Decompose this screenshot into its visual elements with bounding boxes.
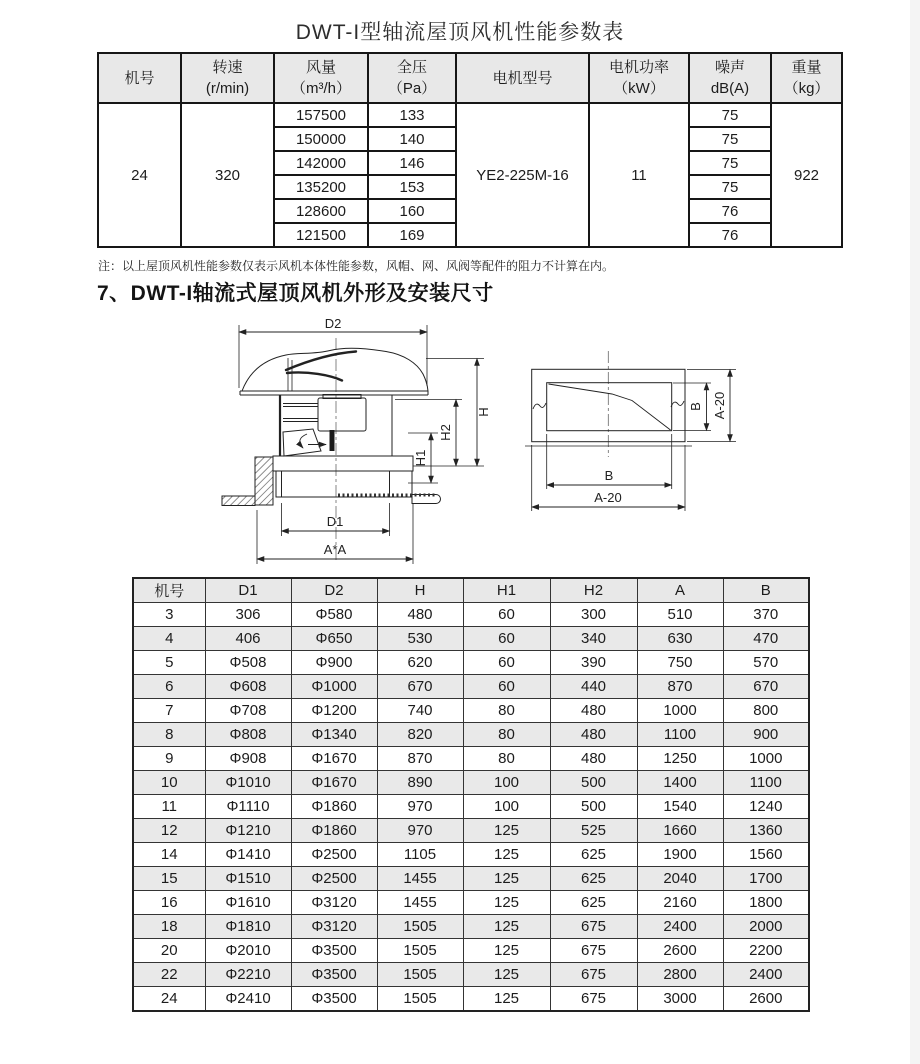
perf-column-header: 机号 — [98, 53, 181, 103]
dim-cell: 625 — [550, 891, 637, 915]
table-header-row — [98, 53, 842, 103]
dim-cell: Φ908 — [205, 747, 291, 771]
dim-cell: Φ3120 — [291, 915, 377, 939]
dim-cell: 1105 — [377, 843, 463, 867]
perf-column-header: 电机型号 — [456, 53, 589, 103]
dim-cell: 1505 — [377, 987, 463, 1012]
dim-column-header: B — [723, 578, 809, 603]
dim-cell: 510 — [637, 603, 723, 627]
dim-cell: 60 — [463, 603, 550, 627]
dim-cell: 80 — [463, 723, 550, 747]
section-heading: 7、DWT-I轴流式屋顶风机外形及安装尺寸 — [97, 282, 494, 305]
dim-label-h1: H1 — [413, 449, 428, 467]
dim-cell: 2200 — [723, 939, 809, 963]
table-row — [133, 963, 809, 987]
dim-cell: 750 — [637, 651, 723, 675]
plan-diagonal-line — [549, 384, 671, 430]
dim-cell: 970 — [377, 795, 463, 819]
dim-cell: Φ1670 — [291, 771, 377, 795]
dim-cell: 1400 — [637, 771, 723, 795]
dim-cell: 24 — [133, 987, 205, 1012]
perf-cell-noise: 75 — [689, 103, 771, 127]
dim-cell: 1505 — [377, 963, 463, 987]
dim-cell: 1240 — [723, 795, 809, 819]
dim-cell: Φ650 — [291, 627, 377, 651]
table-row — [133, 939, 809, 963]
perf-column-header: 电机功率 （kW） — [589, 53, 689, 103]
dim-column-header: H — [377, 578, 463, 603]
dim-cell: 125 — [463, 987, 550, 1012]
table-row — [133, 747, 809, 771]
dim-cell: 470 — [723, 627, 809, 651]
table-header-row — [133, 578, 809, 603]
perf-cell-noise: 76 — [689, 223, 771, 247]
dim-cell: 2600 — [637, 939, 723, 963]
dim-cell: 1100 — [637, 723, 723, 747]
dim-cell: 1540 — [637, 795, 723, 819]
dim-cell: Φ1670 — [291, 747, 377, 771]
dim-column-header: H2 — [550, 578, 637, 603]
dim-cell: 2600 — [723, 987, 809, 1012]
dim-cell: Φ1200 — [291, 699, 377, 723]
dim-cell: 125 — [463, 939, 550, 963]
dim-cell: 675 — [550, 939, 637, 963]
dim-cell: 1800 — [723, 891, 809, 915]
dim-column-header: A — [637, 578, 723, 603]
dim-cell: 15 — [133, 867, 205, 891]
shaft-hub — [330, 430, 335, 451]
dim-cell: 100 — [463, 795, 550, 819]
dim-cell: 675 — [550, 963, 637, 987]
dim-cell: 740 — [377, 699, 463, 723]
perf-cell-model: 24 — [98, 103, 181, 247]
perf-cell-noise: 75 — [689, 151, 771, 175]
perf-cell-noise: 75 — [689, 127, 771, 151]
dim-cell: Φ580 — [291, 603, 377, 627]
dim-cell: 1360 — [723, 819, 809, 843]
dim-cell: 5 — [133, 651, 205, 675]
dim-cell: Φ1410 — [205, 843, 291, 867]
perf-cell-airflow: 142000 — [274, 151, 368, 175]
dim-label-b-bottom: B — [604, 468, 614, 483]
dim-cell: 800 — [723, 699, 809, 723]
dim-cell: 890 — [377, 771, 463, 795]
dim-cell: 4 — [133, 627, 205, 651]
dim-cell: 530 — [377, 627, 463, 651]
dim-cell: 20 — [133, 939, 205, 963]
perf-cell-airflow: 121500 — [274, 223, 368, 247]
dim-cell: 480 — [377, 603, 463, 627]
perf-cell-airflow: 135200 — [274, 175, 368, 199]
dim-cell: 500 — [550, 771, 637, 795]
dim-cell: 1100 — [723, 771, 809, 795]
dim-cell: 125 — [463, 963, 550, 987]
dim-cell: 2040 — [637, 867, 723, 891]
dim-cell: 620 — [377, 651, 463, 675]
dim-cell: 125 — [463, 843, 550, 867]
perf-cell-motor-model: YE2-225M-16 — [456, 103, 589, 247]
plan-view-dimensions — [532, 370, 736, 512]
table-row — [133, 651, 809, 675]
dim-cell: 60 — [463, 627, 550, 651]
dim-cell: 480 — [550, 747, 637, 771]
perf-cell-noise: 76 — [689, 199, 771, 223]
dim-cell: 11 — [133, 795, 205, 819]
dim-cell: Φ1860 — [291, 819, 377, 843]
dim-cell: 2400 — [637, 915, 723, 939]
dim-cell: Φ3500 — [291, 963, 377, 987]
fan-plan-view — [525, 351, 692, 457]
dim-cell: 820 — [377, 723, 463, 747]
dim-label-h2: H2 — [438, 424, 453, 441]
dim-cell: Φ708 — [205, 699, 291, 723]
dim-cell: 670 — [723, 675, 809, 699]
dim-cell: 1560 — [723, 843, 809, 867]
dim-cell: 3 — [133, 603, 205, 627]
dim-cell: 306 — [205, 603, 291, 627]
dim-cell: 1455 — [377, 891, 463, 915]
dim-cell: 900 — [723, 723, 809, 747]
perf-cell-pressure: 169 — [368, 223, 456, 247]
dim-cell: Φ2500 — [291, 843, 377, 867]
dim-cell: 8 — [133, 723, 205, 747]
dim-cell: Φ3500 — [291, 987, 377, 1012]
perf-cell-weight: 922 — [771, 103, 842, 247]
dim-label-a20-bottom: A-20 — [594, 490, 622, 505]
dim-cell: Φ1340 — [291, 723, 377, 747]
dim-cell: Φ3500 — [291, 939, 377, 963]
dim-column-header: D2 — [291, 578, 377, 603]
dim-column-header: D1 — [205, 578, 291, 603]
dim-cell: 9 — [133, 747, 205, 771]
dim-cell: 1000 — [637, 699, 723, 723]
dim-cell: 1700 — [723, 867, 809, 891]
perf-cell-power: 11 — [589, 103, 689, 247]
dim-cell: 12 — [133, 819, 205, 843]
perf-column-header: 全压 （Pa） — [368, 53, 456, 103]
dim-cell: 675 — [550, 915, 637, 939]
table-row — [133, 723, 809, 747]
dim-cell: 2800 — [637, 963, 723, 987]
dim-cell: 440 — [550, 675, 637, 699]
dim-cell: 2400 — [723, 963, 809, 987]
dim-cell: Φ1000 — [291, 675, 377, 699]
dim-cell: 1250 — [637, 747, 723, 771]
table-row — [133, 675, 809, 699]
dim-cell: 125 — [463, 915, 550, 939]
table-row — [98, 103, 842, 127]
dim-cell: 60 — [463, 651, 550, 675]
side-view-dimensions — [239, 325, 484, 564]
roof-hatched-column — [255, 457, 273, 505]
table-row — [133, 699, 809, 723]
dim-cell: 525 — [550, 819, 637, 843]
dim-cell: 100 — [463, 771, 550, 795]
dim-cell: Φ1610 — [205, 891, 291, 915]
performance-table — [97, 52, 843, 248]
fan-blade-curve — [287, 372, 342, 380]
dim-cell: 18 — [133, 915, 205, 939]
dim-cell: 1455 — [377, 867, 463, 891]
dim-cell: 6 — [133, 675, 205, 699]
dimensions-table — [132, 577, 810, 1012]
dim-cell: 625 — [550, 867, 637, 891]
dim-cell: Φ1810 — [205, 915, 291, 939]
perf-cell-airflow: 157500 — [274, 103, 368, 127]
table-row — [133, 627, 809, 651]
dimensions-table-body — [133, 603, 809, 1012]
dim-label-axa: A*A — [323, 542, 347, 557]
dim-cell: Φ1210 — [205, 819, 291, 843]
dim-label-d2: D2 — [324, 318, 342, 331]
perf-cell-speed: 320 — [181, 103, 274, 247]
dim-cell: 675 — [550, 987, 637, 1012]
dim-cell: 125 — [463, 867, 550, 891]
table-row — [133, 867, 809, 891]
dim-cell: 340 — [550, 627, 637, 651]
dim-cell: 406 — [205, 627, 291, 651]
table-row — [133, 819, 809, 843]
dim-cell: Φ608 — [205, 675, 291, 699]
perf-cell-pressure: 153 — [368, 175, 456, 199]
performance-table-head — [98, 53, 842, 103]
dim-cell: 970 — [377, 819, 463, 843]
dim-cell: 22 — [133, 963, 205, 987]
left-roof-flange — [222, 496, 255, 506]
table-row — [133, 891, 809, 915]
dim-cell: Φ508 — [205, 651, 291, 675]
installation-dimension-drawing — [0, 318, 920, 572]
perf-cell-noise: 75 — [689, 175, 771, 199]
perf-cell-pressure: 140 — [368, 127, 456, 151]
dim-cell: 670 — [377, 675, 463, 699]
dim-cell: 125 — [463, 819, 550, 843]
performance-table-body — [98, 103, 842, 247]
dim-cell: Φ1510 — [205, 867, 291, 891]
dim-column-header: 机号 — [133, 578, 205, 603]
dim-cell: Φ900 — [291, 651, 377, 675]
base-plate — [273, 456, 413, 471]
break-mark — [671, 401, 684, 407]
perf-column-header: 风量 （m³/h） — [274, 53, 368, 103]
dim-cell: 870 — [377, 747, 463, 771]
perf-cell-pressure: 146 — [368, 151, 456, 175]
table-row — [133, 843, 809, 867]
dim-cell: 14 — [133, 843, 205, 867]
table-row — [133, 603, 809, 627]
dim-cell: 390 — [550, 651, 637, 675]
dim-column-header: H1 — [463, 578, 550, 603]
table-row — [133, 987, 809, 1012]
dim-cell: 80 — [463, 747, 550, 771]
dim-cell: 7 — [133, 699, 205, 723]
dim-cell: 630 — [637, 627, 723, 651]
dim-cell: 870 — [637, 675, 723, 699]
dim-label-a20-side: A-20 — [712, 391, 727, 420]
performance-table-title: DWT-I型轴流屋顶风机性能参数表 — [295, 21, 625, 44]
dim-cell: 480 — [550, 699, 637, 723]
table-row — [133, 795, 809, 819]
dim-cell: 370 — [723, 603, 809, 627]
dim-cell: Φ1860 — [291, 795, 377, 819]
dim-cell: 125 — [463, 891, 550, 915]
dim-cell: 500 — [550, 795, 637, 819]
dim-cell: 480 — [550, 723, 637, 747]
perf-column-header: 噪声 dB(A) — [689, 53, 771, 103]
plan-inner-opening — [547, 383, 672, 431]
table-row — [133, 771, 809, 795]
perf-column-header: 转速 (r/min) — [181, 53, 274, 103]
dim-cell: 80 — [463, 699, 550, 723]
perf-column-header: 重量 （kg） — [771, 53, 842, 103]
dim-cell: 60 — [463, 675, 550, 699]
inlet-cone — [283, 429, 321, 456]
dim-label-b-side: B — [688, 402, 703, 411]
dim-label-d1: D1 — [326, 514, 344, 529]
dim-cell: Φ2010 — [205, 939, 291, 963]
dim-cell: 2160 — [637, 891, 723, 915]
page-edge-shadow — [910, 0, 920, 1064]
dim-cell: Φ2410 — [205, 987, 291, 1012]
roof-curb — [276, 471, 412, 497]
dim-cell: Φ808 — [205, 723, 291, 747]
dim-cell: 1505 — [377, 939, 463, 963]
dim-cell: Φ1110 — [205, 795, 291, 819]
table-row — [133, 915, 809, 939]
dim-cell: Φ3120 — [291, 891, 377, 915]
dim-cell: Φ2210 — [205, 963, 291, 987]
dim-label-h: H — [476, 407, 491, 417]
dim-cell: 3000 — [637, 987, 723, 1012]
dim-cell: 1000 — [723, 747, 809, 771]
break-mark — [533, 403, 546, 409]
dim-cell: 625 — [550, 843, 637, 867]
dim-cell: 570 — [723, 651, 809, 675]
dim-cell: 10 — [133, 771, 205, 795]
perf-cell-airflow: 150000 — [274, 127, 368, 151]
perf-cell-airflow: 128600 — [274, 199, 368, 223]
dim-cell: 1900 — [637, 843, 723, 867]
table-note: 注：以上屋顶风机性能参数仅表示风机本体性能参数，风帽、网、风阀等配件的阻力不计算在内。 — [98, 259, 615, 273]
dim-cell: 2000 — [723, 915, 809, 939]
dimensions-table-head — [133, 578, 809, 603]
dim-cell: 1505 — [377, 915, 463, 939]
motor-body — [318, 398, 366, 431]
dim-cell: 300 — [550, 603, 637, 627]
perf-cell-pressure: 133 — [368, 103, 456, 127]
dim-cell: Φ2500 — [291, 867, 377, 891]
dim-cell: 1660 — [637, 819, 723, 843]
dim-cell: 16 — [133, 891, 205, 915]
dim-cell: Φ1010 — [205, 771, 291, 795]
perf-cell-pressure: 160 — [368, 199, 456, 223]
